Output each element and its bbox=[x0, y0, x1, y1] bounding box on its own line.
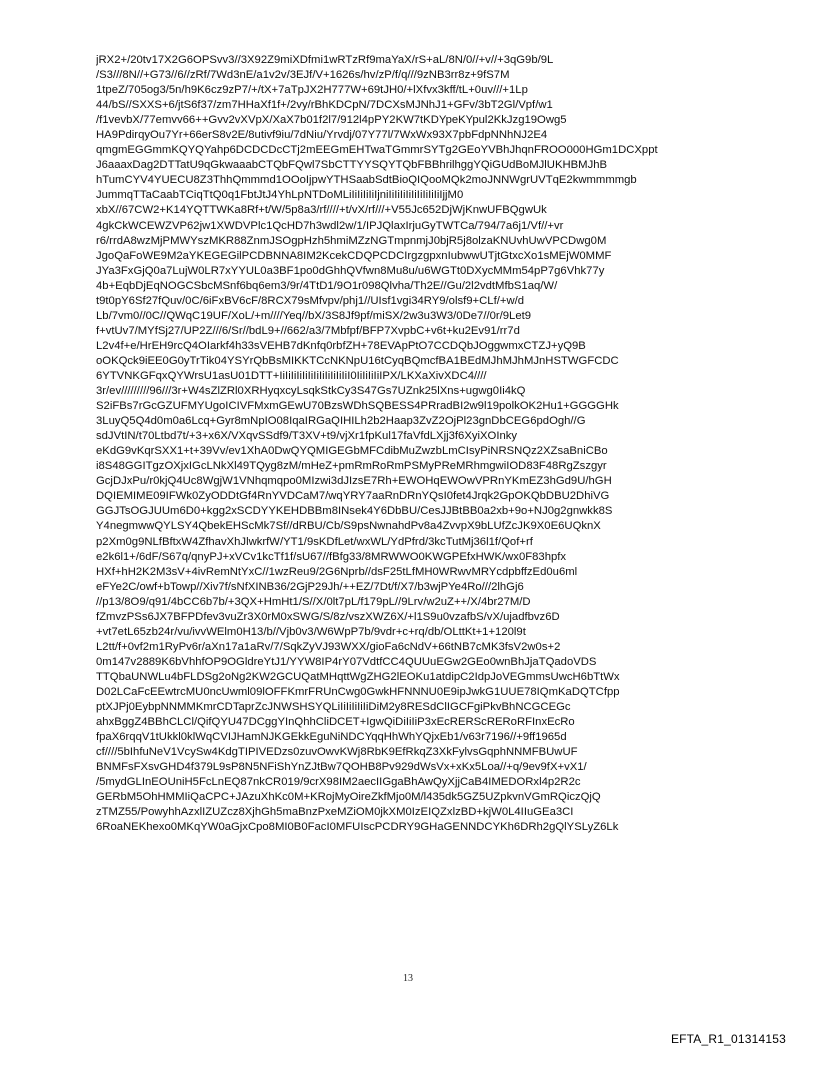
text-line: jRX2+/20tv17X2G6OPSvv3//3X92Z9miXDfmi1wRTzRf9maYaX/rS+aL/8N/0//+v//+3qG9b/9L bbox=[96, 54, 554, 66]
text-line: xbX//67CW2+K14YQTTWKa8Rf+t/W/5p8a3/rf////+t/vX/rf///+V55Jc652DjWjKnwUFBQgwUk bbox=[96, 204, 547, 217]
text-line: zTMZ55/PowyhhAzxlIZUZcz8XjhGh5maBnzPxeMZiOM0jkXM0IzEIQZxlzBD+kjW0L4IIuGEa3CI bbox=[96, 806, 574, 819]
text-line: i8S48GGITgzOXjxIGcLNkXl49TQyg8zM/mHeZ+pmRmRoRmPSMyPReMRhmgwiIOD83F48RgZszgyr bbox=[96, 460, 607, 473]
text-line: fZmvzPSs6JX7BFPDfev3vuZr3X0rM0xSWG/S/8z/vszXWZ6X/+l1S9u0vzafbS/vX/ujadfbvz6D bbox=[96, 610, 560, 623]
text-line: f+vtUv7/MYfSj27/UP2Z///6/Sr//bdL9+//662/a3/7Mbfpf/BFP7XvpbC+v6t+ku2Ev91/rr7d bbox=[96, 324, 520, 337]
text-line: //p13/8O9/q91/4bCC6b7b/+3QX+HmHt1/S//X/0lt7pL/f179pL//9Lrv/w2uZ++/X/4br27M/D bbox=[96, 595, 531, 608]
text-line: cf////5bIhfuNeV1VcySw4KdgTIPIVEDzs0zuvOwvKWj8RbK9EfRkqZ3XkFylvsGqphNNMFBUwUF bbox=[96, 746, 578, 759]
text-line: qmgmEGGmmKQYQYahp6DCDCDcCTj2mEEGmEHTwaTGmmrSYTg2GEoYVBhJhqnFROO000HGm1DCXppt bbox=[96, 144, 658, 157]
text-line: hTumCYV4YUECU8Z3ThhQmmmd1OOoIjpwYTHSaabSdtBioQIQooMQk2moJNNWgrUVTqE2kwmmmmgb bbox=[96, 174, 637, 187]
text-line: 4gkCkWCEWZVP62jw1XWDVPlc1QcHD7h3wdl2w/1/IPJQlaxIrjuGyTWTCa/794/7a6j1/Vf//+vr bbox=[96, 219, 564, 232]
text-line: 6YTVNKGFqxQYWrsU1asU01DTT+IiIiIiIiIiIiIiIiIiIiIiIiI0IiIiIiIiIPX/LKXaXivXDC4//// bbox=[96, 369, 487, 382]
text-line: DQIEMIME09IFWk0ZyODDtGf4RnYVDCaM7/wqYRY7aaRnDRnYQsI0fet4Jrqk2GpOKQbDBU2DhiVG bbox=[96, 490, 610, 503]
encoded-text-block bbox=[96, 53, 756, 835]
text-line: 3LuyQ5Q4d0m0a6Lcq+Gyr8mNpIO08IqaIRGaQIHILh2b2Haap3ZvZ2OjPl23gnDbCEG6pdOgh//G bbox=[96, 415, 586, 428]
text-line: r6/rrdA8wzMjPMWYszMKR88ZnmJSOgpHzh5hmiMZzNGTmpnmjJ0bjR5j8olzaKNUvhUwVPCDwg0M bbox=[96, 234, 607, 247]
text-line: L2tt/f+0vf2m1RyPv6r/aXn17a1aRv/7/SqkZyVJ93WXX/gioFa6cNdV+66tNB7cMK3fsV2w0s+2 bbox=[96, 640, 561, 653]
document-id-stamp: EFTA_R1_01314153 bbox=[670, 1032, 786, 1046]
text-line: eKdG9vKqrSXX1+t+39Vv/ev1XhA0DwQYQMIGEGbMFCdibMuZwzbLmCIsyPiNRSNQz2XZsaBniCBo bbox=[96, 445, 608, 458]
text-line: HXf+hH2K2M3sV+4ivRemNtYxC//1wzReu9/2G6Nprb//dsF25tLfMH0WRwvMRYcdpbffzEd0u6ml bbox=[96, 565, 578, 578]
text-line: D02LCaFcEEwtrcMU0ncUwml09lOFFKmrFRUnCwg0GwkHFNNNU0E9ipJwkG1UUE78IQmKaDQTCfpp bbox=[96, 685, 620, 698]
text-line: ptXJPj0EybpNNMMKmrCDTaprZcJNWSHSYQLiIiIiIiIiIiDiM2y8RESdClIGCFgiPkvBhNCGCEGc bbox=[96, 701, 571, 714]
text-line: JummqTTaCaabTCiqTtQ0q1FbtJtJ4YhLpNTDoMLiIiIiIiIiIjniIiIiIiIiIiIiIiIiIiIjjM0 bbox=[96, 189, 464, 202]
text-line: sdJVtIN/t70Ltbd7t/+3+x6X/VXqvSSdf9/T3XV+t9/vjXr1fpKul17faVfdLXjj3f6XyiXOInky bbox=[96, 430, 518, 443]
text-line: eFYe2C/owf+bTowp//Xiv7f/sNfXINB36/2GjP29Jh/++EZ/7Dt/f/X7/b3wjPYe4Ro///2lhGj6 bbox=[96, 580, 524, 593]
text-line: fpaX6rqqV1tUkkl0klWqCVIJHamNJKGEkkEguNiNDCYqqHhWhYQjxEb1/v63r7196//+9ff1965d bbox=[96, 731, 567, 744]
text-line: 3r/ev/////////96///3r+W4sZlZRl0XRHyqxcyLsqkStkCy3S47Gs7UZnk25lXns+ugwg0Ii4kQ bbox=[96, 385, 526, 398]
text-line: BNMFsFXsvGHD4f379L9sP8N5NFiShYnZJtBw7QOHB8Pv929dWsVx+xKx5Loa//+q/9ev9fX+vX1/ bbox=[96, 761, 587, 774]
text-line: 4b+EqbDjEqNOGCSbcMSnf6bq6em3/9r/4TtD1/9O1r098Qlvha/Th2E//Gu/2l2vdtMfbS1aq/W/ bbox=[96, 279, 558, 292]
text-line: /S3///8N//+G73//6//zRf/7Wd3nE/a1v2v/3EJf/V+1626s/hv/zP/f/q///9zNB3rr8z+9fS7M bbox=[96, 69, 510, 82]
text-line: Y4negmwwQYLSY4QbekEHScMk7Sf//dRBU/Cb/S9psNwnahdPv8a4ZvvpX9bLUfZcJK9X0E6UQknX bbox=[96, 520, 601, 533]
text-line: Lb/7vm0//0C//QWqC19UF/XoL/+m////Yeq//bX/3S8Jf9pf/miSX/2w3u3W3/0De7//0r/9Let9 bbox=[96, 309, 532, 322]
text-line: +vt7etL65zb24r/vu/ivvWElm0H13/b//Vjb0v3/W6WpP7b/9vdr+c+rq/db/OLttKt+1+120l9t bbox=[96, 625, 526, 638]
text-line: 0m147v2889K6bVhhfOP9OGldreYtJ1/YYW8IP4rY07VdtfCC4QUUuEGw2GEo0wnBhJjaTQadoVDS bbox=[96, 655, 597, 668]
text-line: HA9PdirqyOu7Yr+66erS8v2E/8utivf9iu/7dNiu/Yrvdj/07Y77l/7WxWx93X7pbFdpNNhNJ2E4 bbox=[96, 129, 548, 142]
page-number: 13 bbox=[403, 973, 413, 984]
text-line: GGJTsOGJUUm6D0+kgg2xSCDYYKEHDBBm8INsek4Y6DbBU/CesJJBtBB0a2xb+9o+NJ0g2gnwkk8S bbox=[96, 505, 613, 518]
text-line: /5mydGLInEOUniH5FcLnEQ87nkCR019/9crX98IM2aecIIGgaBhAwQyXjjCaB4IMEDORxl4p2R2c bbox=[96, 776, 581, 789]
text-line: L2v4f+e/HrEH9rcQ4OIarkf4h33sVEHB7dKnfq0rbfZH+78EVApPtO7CCDQbJOggwmxCTZJ+yQ9B bbox=[96, 339, 586, 352]
text-line: TTQbaUNWLu4bFLDSg2oNg2KW2GCUQatMHqttWgZHG2lEOKu1atdipC2IdpJoVEGmmsUwcH6bTtWx bbox=[96, 670, 620, 683]
text-line: J6aaaxDag2DTTatU9qGkwaaabCTQbFQwl7SbCTTYYSQYTQbFBBhrilhggYQiGUdBoMJlUKHBMJhB bbox=[96, 159, 608, 172]
text-line: 44/bS//SXXS+6/jtS6f37/zm7HHaXf1f+/2vy/rBhKDCpN/7DCXsMJNhJ1+GFv/3bT2Gl/Vpf/w1 bbox=[96, 99, 553, 112]
text-line: 1tpeZ/705og3/5n/h9K6cz9zP7/+/tX+7aTpJX2H777W+69tJH0/+lXfvx3kff/tL+0uv///+1Lp bbox=[96, 84, 528, 97]
text-line: 6RoaNEKhexo0MKqYW0aGjxCpo8MI0B0FacI0MFUIscPCDRY9GHaGENNDCYKh6DRh2gQlYSLyZ6Lk bbox=[96, 821, 619, 834]
text-line: GERbM5OhHMMIiQaCPC+JAzuXhKc0M+KRojMyOireZkfMjo0M/l435dk5GZ5UZpkvnVGmRQiczQjQ bbox=[96, 791, 601, 804]
text-line: e2k6l1+/6dF/S67q/qnyPJ+xVCv1kcTf1f/sU67//fBfg33/8MRWWO0KWGPEfxHWK/wx0F83hpfx bbox=[96, 550, 567, 563]
text-line: S2iFBs7rGcGZUFMYUgoICIVFMxmGEwU70BzsWDhSQBESS4PRradBI2w9l19polkOK2Hu1+GGGGHk bbox=[96, 400, 619, 413]
text-line: /f1vevbX/77emvv66++Gvv2vXVpX/XaX7b01f2l7/912l4pPY2KW7tKDYpeKYpul2KkJzg19Owg5 bbox=[96, 114, 567, 127]
text-line: JYa3FxGjQ0a7LujW0LR7xYYUL0a3BF1po0dGhhQVfwn8Mu8u/u6WGTt0DXycMMm54pP7g6Vhk77y bbox=[96, 264, 605, 277]
text-line: GcjDJxPu/r0kjQ4Uc8WgjW1VNhqmqpo0MIzwi3dJIzsE7Rh+EWOHqEWOwVPRnYKmEZ3hGd9U/hGH bbox=[96, 475, 612, 488]
text-line: JgoQaFoWE9M2aYKEGEGilPCDBNNA8IM2KcekCDQPCDCIrgzgpxnIubwwUTjtGtxcXo1sMEjW0MMF bbox=[96, 249, 612, 262]
text-line: p2Xm0g9NLfBftxW4ZfhavXhJlwkrfW/YT1/9sKDfLet/wxWL/YdPfrd/3kcTutMj36l1f/Qof+rf bbox=[96, 535, 533, 548]
text-line: ahxBggZ4BBhCLCl/QifQYU47DCggYInQhhCliDCET+IgwQiDiIiIiP3xEcRERScRERoRFInxEcRo bbox=[96, 716, 575, 729]
text-line: t9t0pY6Sf27fQuv/0C/6iFxBV6cF/8RCX79sMfvpv/phj1//UIsf1vgi34RY9/olsf9+CLf/+w/d bbox=[96, 294, 525, 307]
text-line: oOKQck9iEE0G0yTrTik04YSYrQbBsMIKKTCcNKNpU16tCyqBQmcfBA1BEdMJhMJhMJnHSTWGFCDC bbox=[96, 354, 619, 367]
